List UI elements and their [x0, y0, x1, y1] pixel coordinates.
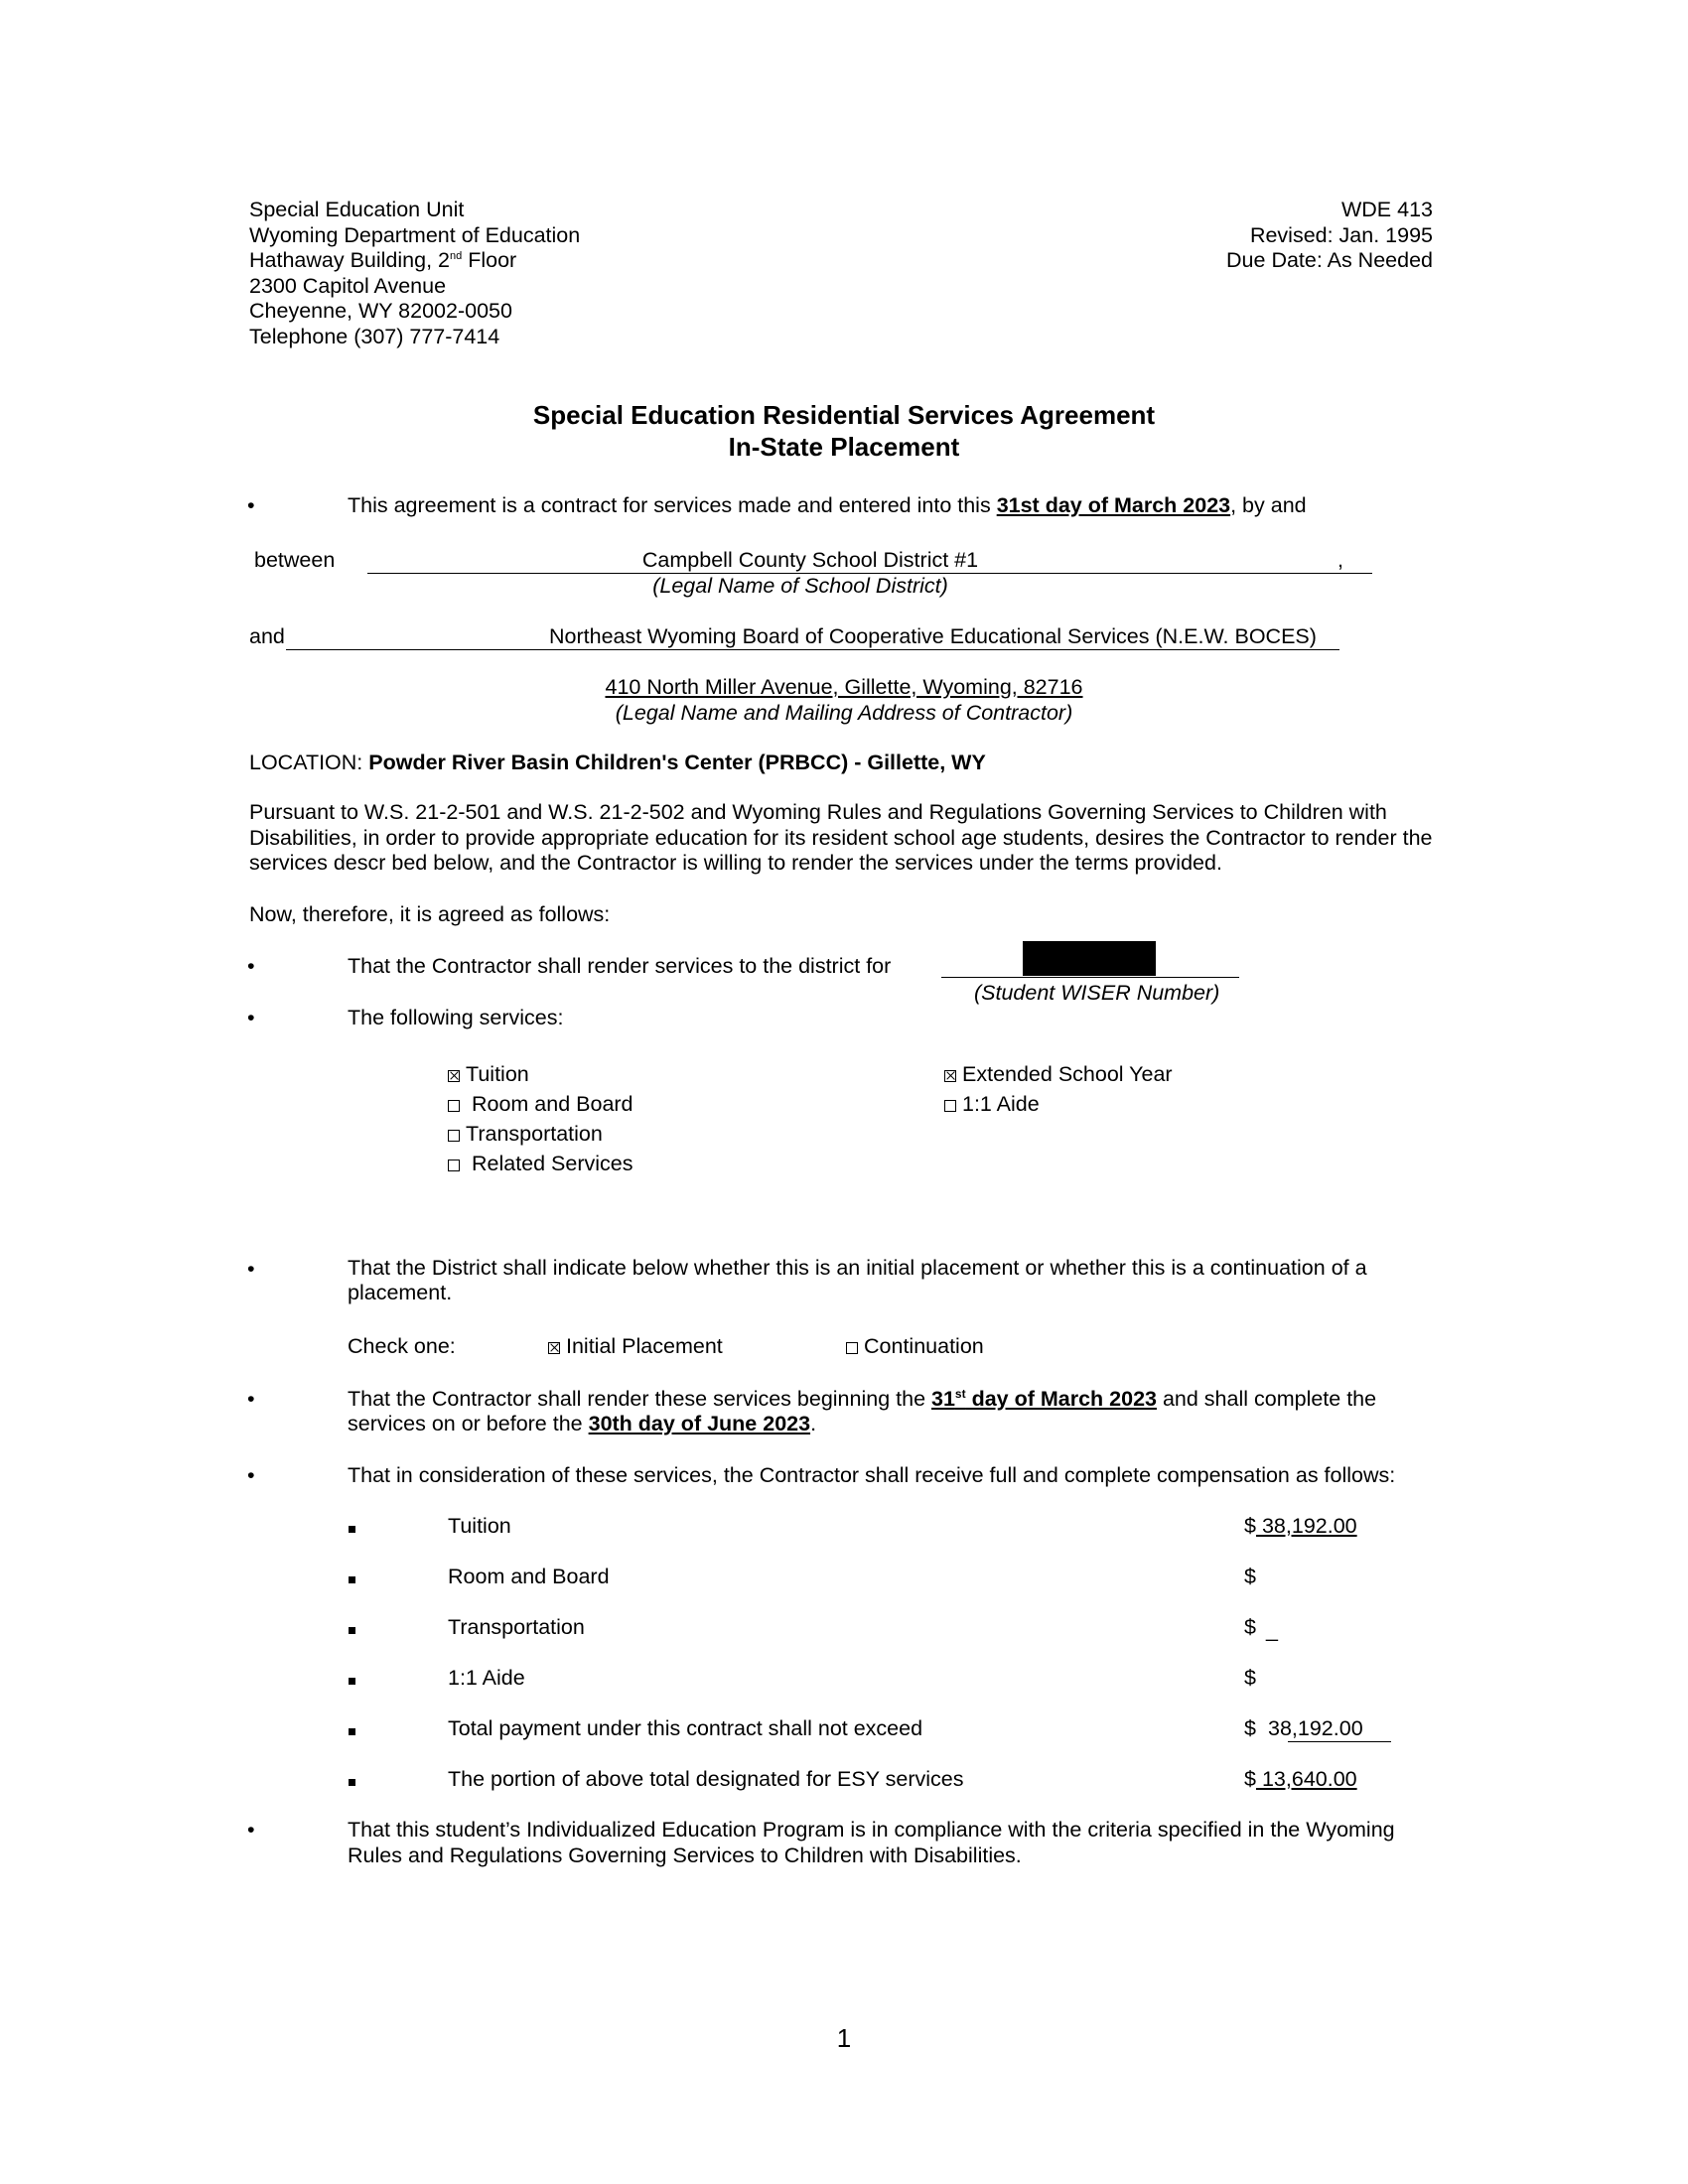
district-name: Campbell County School District #1 — [641, 548, 979, 572]
agency-address — [249, 198, 580, 350]
check-one-label: Check one: — [348, 1334, 456, 1358]
compensation-currency: $ — [1244, 1514, 1256, 1538]
contractor-caption: (Legal Name and Mailing Address of Contractor) — [615, 701, 1073, 725]
compensation-currency: $ — [1244, 1666, 1256, 1690]
service-related[interactable]: Related Services — [448, 1151, 633, 1176]
contractor-name: Northeast Wyoming Board of Cooperative Educational Services (N.E.W. BOCES) — [549, 624, 1317, 648]
checkbox-unchecked[interactable] — [448, 1130, 460, 1142]
list-item — [349, 1766, 355, 1792]
pursuant-paragraph: Pursuant to W.S. 21-2-501 and W.S. 21-2-502 and Wyoming Rules and Regulations Governing Services to Children with Disabilities, in order to provide appropriate education for its resident school age students, desires the Contractor to render the services descr bed below, and the Contractor is willing to render the services under the terms provided. — [249, 800, 1433, 875]
list-item — [349, 1665, 355, 1691]
page-number: 1 — [836, 2023, 852, 2053]
contractor-address: 410 North Miller Avenue, Gillette, Wyoming, 82716 — [605, 675, 1083, 699]
square-bullet-icon — [349, 1526, 355, 1533]
service-aide[interactable]: 1:1 Aide — [944, 1091, 1040, 1117]
agreement-date: 31st day of March 2023 — [996, 493, 1231, 517]
checkbox-unchecked[interactable] — [944, 1100, 956, 1112]
start-date: 31st day of March 2023 — [931, 1386, 1157, 1411]
list-item — [349, 1564, 355, 1589]
form-info — [1226, 198, 1433, 274]
location: LOCATION: Powder River Basin Children's Center (PRBCC) - Gillette, WY — [249, 751, 986, 774]
initial-placement-option[interactable]: Initial Placement — [548, 1333, 723, 1359]
district-caption: (Legal Name of School District) — [652, 574, 948, 598]
following-services-text: The following services: — [348, 1006, 564, 1029]
now-therefore: Now, therefore, it is agreed as follows: — [249, 902, 611, 926]
list-item — [349, 1513, 355, 1539]
checkbox-checked[interactable] — [448, 1070, 460, 1082]
square-bullet-icon — [349, 1627, 355, 1634]
service-tuition[interactable]: Tuition — [448, 1061, 529, 1087]
compensation-label: Total payment under this contract shall not exceed — [448, 1716, 923, 1740]
continuation-option[interactable]: Continuation — [846, 1333, 984, 1359]
compensation-currency: $ — [1244, 1615, 1256, 1639]
compensation-label: The portion of above total designated for ESY services — [448, 1767, 964, 1791]
document-title: Special Education Residential Services Agreement — [532, 400, 1156, 430]
checkbox-checked[interactable] — [548, 1342, 560, 1354]
compensation-amount: 13,640.00 — [1256, 1767, 1357, 1791]
compliance-text: That this student’s Individualized Education Program is in compliance with the criteria specified in the Wyoming Rules and Regulations Governing Services to Children with Disabilities. — [348, 1818, 1395, 1867]
revised-date: Revised: Jan. 1995 — [1249, 222, 1433, 247]
compensation-currency: $ — [1244, 1716, 1256, 1740]
wiser-caption: (Student WISER Number) — [974, 981, 1220, 1005]
due-date: Due Date: As Needed — [1226, 248, 1433, 273]
header-line: Wyoming Department of Education — [249, 222, 581, 247]
header-line: Cheyenne, WY 82002-0050 — [249, 299, 512, 324]
compensation-label: 1:1 Aide — [448, 1666, 525, 1690]
checkbox-unchecked[interactable] — [448, 1100, 460, 1112]
service-room-board[interactable]: Room and Board — [448, 1091, 633, 1117]
header-line: 2300 Capitol Avenue — [249, 273, 447, 298]
bullet: • — [247, 1818, 255, 1842]
bullet: • — [247, 1257, 255, 1281]
square-bullet-icon — [349, 1678, 355, 1685]
form-number: WDE 413 — [1340, 198, 1433, 221]
between-label: between — [254, 548, 336, 572]
header-line: Hathaway Building, 2nd Floor — [249, 248, 517, 273]
list-item — [349, 1614, 355, 1640]
square-bullet-icon — [349, 1576, 355, 1583]
compensation-amount: 38,192.00 — [1256, 1514, 1357, 1538]
bullet: • — [247, 1463, 255, 1487]
square-bullet-icon — [349, 1728, 355, 1735]
wiser-underline — [941, 977, 1239, 978]
compensation-currency: $ — [1244, 1565, 1256, 1588]
list-item — [349, 1715, 355, 1741]
render-services-text: That the Contractor shall render services to the district for — [348, 954, 892, 978]
checkbox-unchecked[interactable] — [846, 1342, 858, 1354]
total-underline — [1288, 1741, 1391, 1742]
bullet: • — [247, 954, 255, 978]
intro-paragraph: This agreement is a contract for services made and entered into this 31st day of March 2023, by and — [348, 493, 1307, 517]
placement-text: That the District shall indicate below whether this is an initial placement or whether this is a continuation of a placement. — [348, 1256, 1367, 1304]
checkbox-checked[interactable] — [944, 1070, 956, 1082]
service-dates-line1: That the Contractor shall render these services beginning the 31st day of March 2023 and shall complete the — [348, 1386, 1377, 1411]
compensation-currency: $ — [1244, 1767, 1256, 1791]
contractor-underline — [286, 649, 1339, 650]
checkbox-unchecked[interactable] — [448, 1160, 460, 1171]
redaction-block — [1023, 941, 1156, 976]
compensation-label: Room and Board — [448, 1565, 610, 1588]
end-date: 30th day of June 2023 — [588, 1412, 811, 1435]
compensation-text: That in consideration of these services, the Contractor shall receive full and complete compensation as follows: — [348, 1463, 1396, 1487]
compensation-amount: _ — [1266, 1618, 1278, 1642]
compensation-label: Tuition — [448, 1514, 511, 1538]
bullet: • — [247, 493, 255, 517]
square-bullet-icon — [349, 1779, 355, 1786]
compensation-label: Transportation — [448, 1615, 585, 1639]
service-transportation[interactable]: Transportation — [448, 1121, 603, 1147]
header-line: Special Education Unit — [249, 198, 465, 221]
district-comma: , — [1337, 548, 1343, 572]
bullet: • — [247, 1387, 255, 1411]
service-dates-line2: services on or before the 30th day of June 2023. — [348, 1412, 817, 1435]
and-label: and — [249, 624, 285, 648]
bullet: • — [247, 1006, 255, 1029]
service-extended-school-year[interactable]: Extended School Year — [944, 1061, 1173, 1087]
document-subtitle: In-State Placement — [728, 432, 960, 462]
location-value: Powder River Basin Children's Center (PRBCC) - Gillette, WY — [368, 751, 986, 774]
compensation-amount: 38,192.00 — [1268, 1716, 1363, 1740]
header-line: Telephone (307) 777-7414 — [249, 324, 500, 348]
